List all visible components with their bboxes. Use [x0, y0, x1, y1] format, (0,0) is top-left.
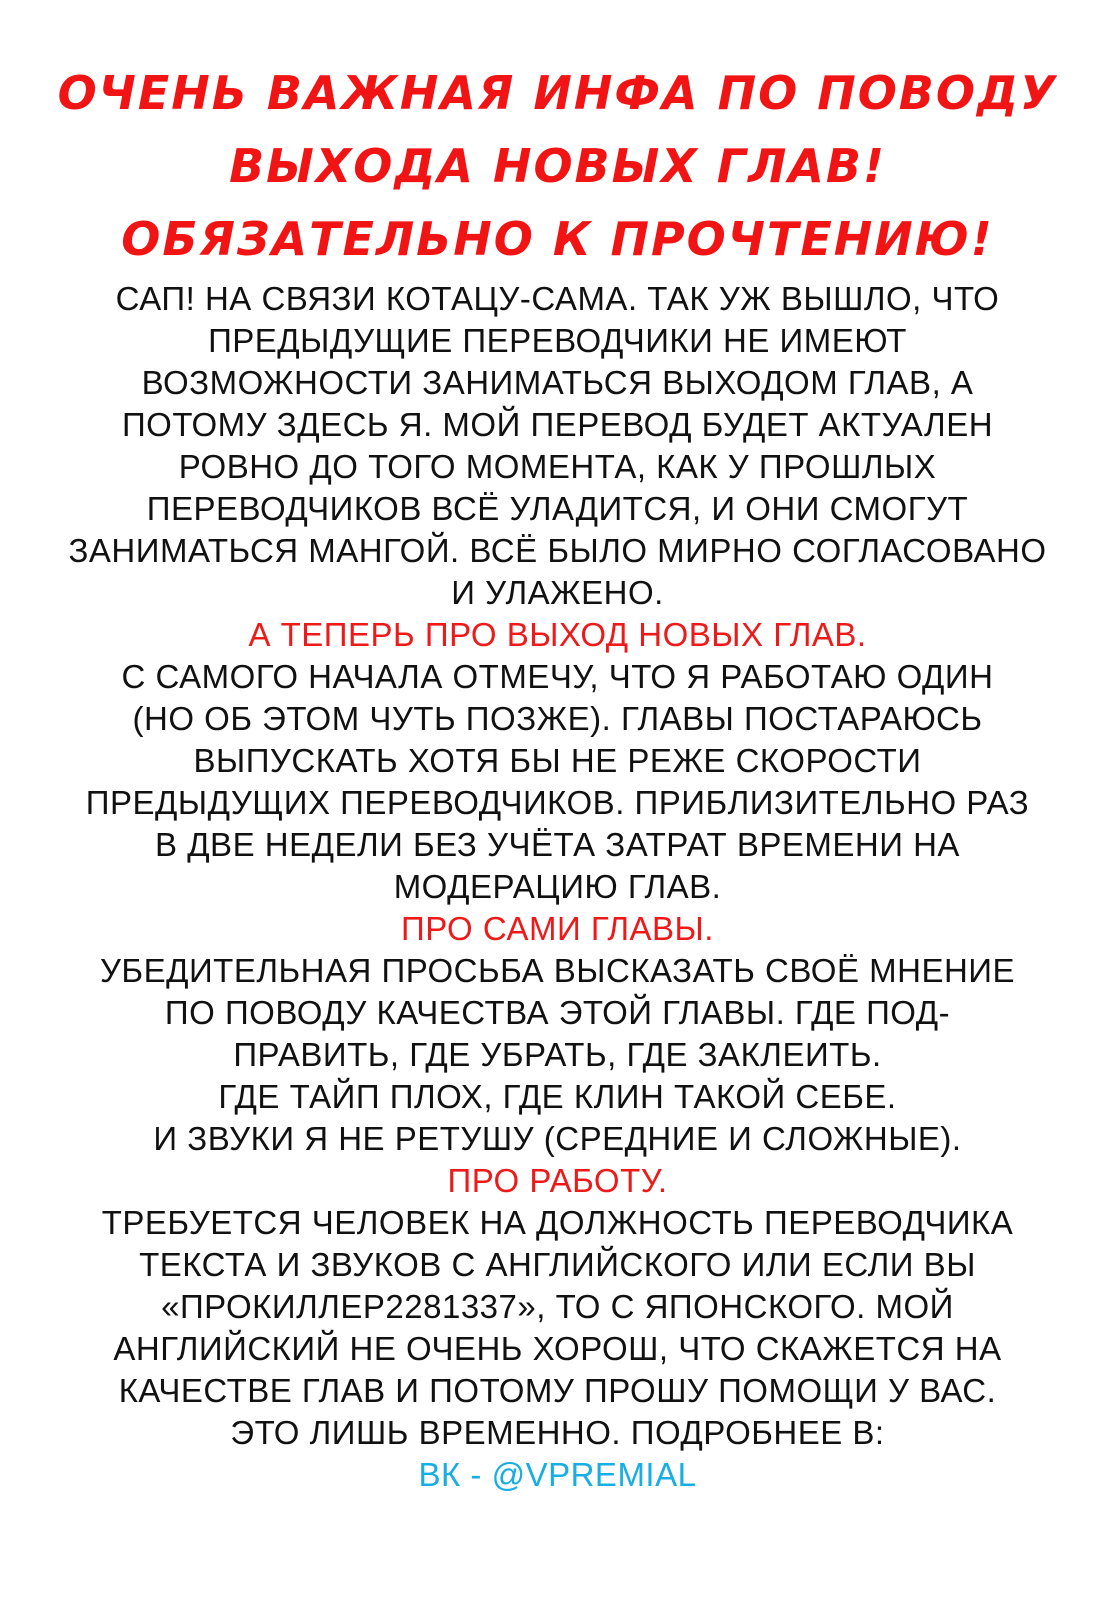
intro-line-1: САП! НА СВЯЗИ КОТАЦУ-САМА. ТАК УЖ ВЫШЛО, ЧТО — [115, 280, 1000, 317]
section1-line-2: (НО ОБ ЭТОМ ЧУТЬ ПОЗЖЕ). ГЛАВЫ ПОСТАРАЮСЬ — [132, 700, 983, 737]
section3-line-2: ТЕКСТА И ЗВУКОВ С АНГЛИЙСКОГО ИЛИ ЕСЛИ ВЫ — [139, 1246, 976, 1283]
section2-line-2: ПО ПОВОДУ КАЧЕСТВА ЭТОЙ ГЛАВЫ. ГДЕ ПОД- — [164, 994, 951, 1031]
intro-line-7: ЗАНИМАТЬСЯ МАНГОЙ. ВСЁ БЫЛО МИРНО СОГЛАСОВАНО — [68, 532, 1047, 569]
section3-line-6: ЭТО ЛИШЬ ВРЕМЕННО. ПОДРОБНЕЕ В: — [230, 1414, 885, 1451]
section3-line-1: ТРЕБУЕТСЯ ЧЕЛОВЕК НА ДОЛЖНОСТЬ ПЕРЕВОДЧИКА — [101, 1204, 1014, 1241]
section-heading-chapters: ПРО САМИ ГЛАВЫ. — [401, 910, 714, 947]
section1-line-3: ВЫПУСКАТЬ ХОТЯ БЫ НЕ РЕЖЕ СКОРОСТИ — [193, 742, 922, 779]
intro-line-8: И УЛАЖЕНО. — [451, 574, 664, 611]
section2-line-4: ГДЕ ТАЙП ПЛОХ, ГДЕ КЛИН ТАКОЙ СЕБЕ. — [218, 1078, 897, 1115]
intro-line-2: ПРЕДЫДУЩИЕ ПЕРЕВОДЧИКИ НЕ ИМЕЮТ — [208, 322, 907, 359]
page-title-line-2: ВЫХОДА НОВЫХ ГЛАВ! — [229, 139, 886, 193]
page-title-line-1: ОЧЕНЬ ВАЖНАЯ ИНФА ПО ПОВОДУ — [57, 66, 1058, 120]
section1-line-1: С САМОГО НАЧАЛА ОТМЕЧУ, ЧТО Я РАБОТАЮ ОДИН — [121, 658, 994, 695]
contact-link[interactable]: ВК - @VPREMIAL — [418, 1456, 697, 1493]
section1-line-5: В ДВЕ НЕДЕЛИ БЕЗ УЧЁТА ЗАТРАТ ВРЕМЕНИ НА — [155, 826, 960, 863]
intro-line-3: ВОЗМОЖНОСТИ ЗАНИМАТЬСЯ ВЫХОДОМ ГЛАВ, А — [141, 364, 974, 401]
intro-line-6: ПЕРЕВОДЧИКОВ ВСЁ УЛАДИТСЯ, И ОНИ СМОГУТ — [146, 490, 969, 527]
section-heading-work: ПРО РАБОТУ. — [447, 1162, 668, 1199]
section2-line-1: УБЕДИТЕЛЬНАЯ ПРОСЬБА ВЫСКАЗАТЬ СВОЁ МНЕНИЕ — [99, 952, 1016, 989]
intro-line-4: ПОТОМУ ЗДЕСЬ Я. МОЙ ПЕРЕВОД БУДЕТ АКТУАЛЕН — [121, 406, 994, 443]
section-heading-new-chapters: А ТЕПЕРЬ ПРО ВЫХОД НОВЫХ ГЛАВ. — [248, 616, 867, 653]
section1-line-6: МОДЕРАЦИЮ ГЛАВ. — [393, 868, 722, 905]
section3-line-4: АНГЛИЙСКИЙ НЕ ОЧЕНЬ ХОРОШ, ЧТО СКАЖЕТСЯ НА — [113, 1330, 1002, 1367]
section2-line-5: И ЗВУКИ Я НЕ РЕТУШУ (СРЕДНИЕ И СЛОЖНЫЕ). — [153, 1120, 962, 1157]
section1-line-4: ПРЕДЫДУЩИХ ПЕРЕВОДЧИКОВ. ПРИБЛИЗИТЕЛЬНО РАЗ — [85, 784, 1030, 821]
page-title-line-3: ОБЯЗАТЕЛЬНО К ПРОЧТЕНИЮ! — [121, 212, 994, 266]
section3-line-3: «ПРОКИЛЛЕР2281337», ТО С ЯПОНСКОГО. МОЙ — [161, 1288, 954, 1325]
section2-line-3: ПРАВИТЬ, ГДЕ УБРАТЬ, ГДЕ ЗАКЛЕИТЬ. — [233, 1036, 882, 1073]
intro-line-5: РОВНО ДО ТОГО МОМЕНТА, КАК У ПРОШЛЫХ — [178, 448, 937, 485]
section3-line-5: КАЧЕСТВЕ ГЛАВ И ПОТОМУ ПРОШУ ПОМОЩИ У ВАС. — [118, 1372, 997, 1409]
